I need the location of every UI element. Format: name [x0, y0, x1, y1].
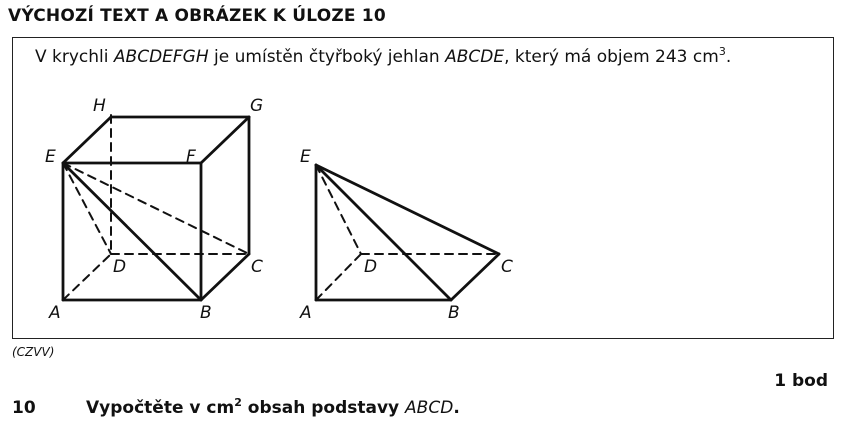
task-number: 10	[12, 398, 36, 418]
points-value: 1 bod	[774, 371, 828, 391]
task-bold: Vypočtěte v cm	[86, 398, 235, 418]
cube-figure	[45, 96, 263, 323]
pyramid-figure	[299, 147, 513, 323]
pyramid-edge-BC	[451, 254, 499, 300]
pyramid-edge-EC	[316, 165, 499, 254]
cube-edge-BC	[201, 254, 249, 300]
task-bold-2: obsah podstavy	[241, 398, 406, 418]
intro-middle: je umístěn čtyřboký jehlan	[208, 47, 446, 67]
task-exponent: 2	[234, 396, 242, 409]
task-text	[86, 398, 460, 418]
pyramid-label-D: D	[364, 257, 378, 277]
task-base-name: ABCD	[405, 398, 454, 418]
source-note: (CZVV)	[12, 345, 55, 359]
task-end: .	[453, 398, 460, 418]
cube-label-H: H	[93, 96, 106, 116]
cube-label-A: A	[49, 303, 61, 323]
intro-cube-name: ABCDEFGH	[113, 47, 209, 67]
pyramid-edge-AD	[316, 254, 361, 300]
cube-label-D: D	[113, 257, 127, 277]
pyramid-label-B: B	[448, 303, 460, 323]
cube-edge-ED	[63, 163, 111, 254]
pyramid-label-C: C	[501, 257, 513, 277]
cube-edge-EH	[63, 117, 111, 163]
cube-edge-FG	[201, 117, 249, 163]
cube-edge-EC	[63, 163, 249, 254]
intro-end: .	[725, 47, 732, 67]
section-heading: VÝCHOZÍ TEXT A OBRÁZEK K ÚLOZE 10	[8, 6, 386, 26]
pyramid-label-A: A	[300, 303, 312, 323]
cube-label-G: G	[250, 96, 264, 116]
intro-pyramid-name: ABCDE	[445, 47, 505, 67]
intro-suffix: , který má objem 243 cm	[504, 47, 719, 67]
cube-label-C: C	[251, 257, 263, 277]
cube-edge-AD	[63, 254, 111, 300]
cube-label-E: E	[45, 147, 56, 167]
cube-label-B: B	[200, 303, 212, 323]
pyramid-label-E: E	[300, 147, 311, 167]
intro-prefix: V krychli	[35, 47, 114, 67]
pyramid-edge-ED	[316, 165, 361, 254]
intro-exponent: 3	[718, 45, 726, 58]
cube-label-F: F	[186, 147, 196, 167]
